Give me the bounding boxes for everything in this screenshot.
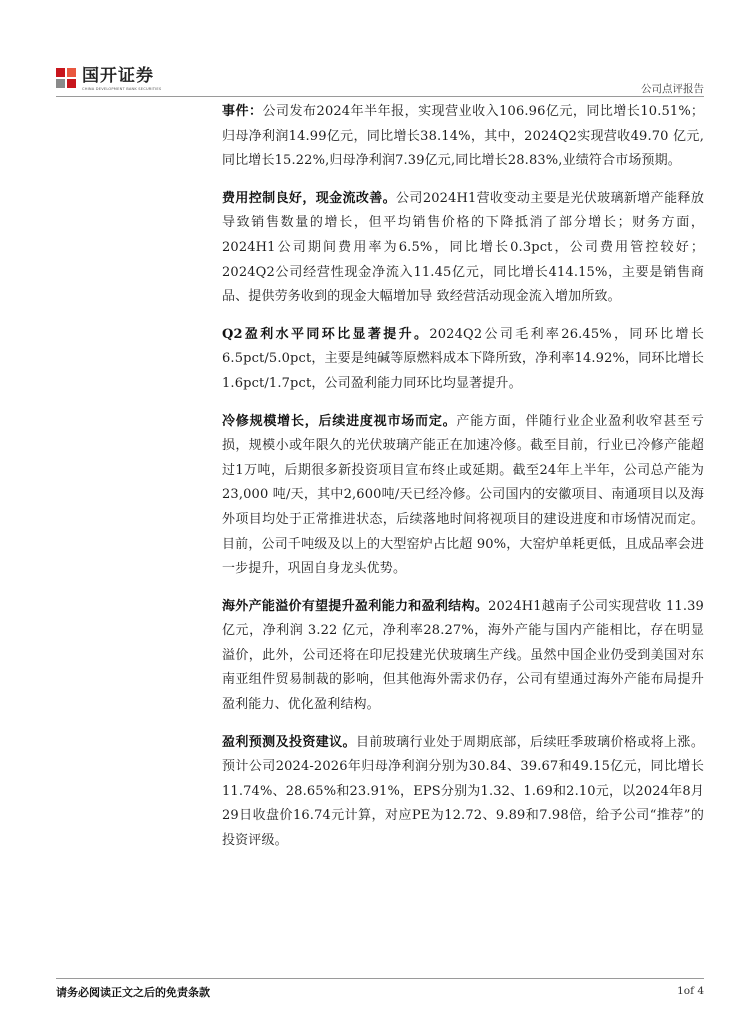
paragraph-text: 目前玻璃行业处于周期底部，后续旺季玻璃价格或将上涨。预计公司2024-2026年归母净利润分别为30.84、39.67和49.15亿元，同比增长11.74%、28.65%和23.91%，EPS分别为1.32、1.69和2.10元，以2024年8月29日收盘价16.74元计算，对应PE为12.72、9.89和7.98倍，给予公司“推荐”的投资评级。	[222, 734, 704, 849]
paragraph-heading: 盈利预测及投资建议。	[222, 734, 356, 750]
paragraph-forecast	[222, 731, 704, 854]
paragraph-text: 2024Q2公司毛利率26.45%，同环比增长6.5pct/5.0pct，主要是纯碱等原燃料成本下降所致，净利率14.92%，同环比增长1.6pct/1.7pct，公司盈利能力同环比均显著提升。	[222, 326, 704, 391]
company-logo	[56, 66, 161, 91]
paragraph-text: 公司2024H1营收变动主要是光伏玻璃新增产能释放导致销售数量的增长，但平均销售价格的下降抵消了部分增长；财务方面，2024H1公司期间费用率为6.5%，同比增长0.3pct，公司费用管控较好；2024Q2公司经营性现金净流入11.45亿元，同比增长414.15%，主要是销售商品、提供劳务收到的现金大幅增加导 致经营活动现金流入增加所致。	[222, 190, 704, 305]
paragraph-cold-repair	[222, 410, 704, 582]
paragraph-text: 产能方面，伴随行业企业盈利收窄甚至亏损，规模小或年限久的光伏玻璃产能正在加速冷修。截至目前，行业已冷修产能超过1万吨，后期很多新投资项目宣布终止或延期。截至24年上半年，公司总产能为23,000 吨/天，其中2,600吨/天已经冷修。公司国内的安徽项目、南通项目以及海外项目均处于正常推进状态，后续落地时间将视项目的建设进度和市场情况而定。目前，公司千吨级及以上的大型窑炉占比超 90%，大窑炉单耗更低，且成品率会进一步提升，巩固自身龙头优势。	[222, 413, 704, 577]
paragraph-text: 2024H1越南子公司实现营收 11.39 亿元，净利润 3.22 亿元，净利率28.27%，海外产能与国内产能相比，存在明显溢价，此外，公司还将在印尼投建光伏玻璃生产线。虽然中国企业仍受到美国对东南亚组件贸易制裁的影响，但其他海外需求仍存，公司有望通过海外产能布局提升盈利能力、优化盈利结构。	[222, 598, 704, 713]
logo-name: 国开证券	[82, 66, 154, 86]
logo-subtitle: CHINA DEVELOPMENT BANK SECURITIES	[82, 87, 162, 91]
paragraph-heading: Q2盈利水平同环比显著提升。	[222, 326, 430, 342]
paragraph-heading: 冷修规模增长，后续进度视市场而定。	[222, 413, 457, 429]
report-body	[222, 100, 704, 867]
paragraph-text: 公司发布2024年半年报，实现营业收入106.96亿元，同比增长10.51%；归母净利润14.99亿元，同比增长38.14%，其中，2024Q2实现营收49.70 亿元,同比增长15.22%,归母净利润7.39亿元,同比增长28.83%,业绩符合市场预期。	[222, 104, 704, 169]
logo-icon	[56, 68, 76, 88]
paragraph-event	[222, 100, 704, 174]
page-header	[56, 66, 704, 96]
disclaimer-notice: 请务必阅读正文之后的免责条款	[56, 986, 210, 999]
footer-divider	[56, 978, 704, 979]
paragraph-overseas-capacity	[222, 595, 704, 718]
paragraph-heading: 费用控制良好，现金流改善。	[222, 190, 397, 206]
paragraph-q2-profitability	[222, 323, 704, 397]
report-type: 公司点评报告	[641, 83, 704, 95]
paragraph-heading: 事件：	[222, 104, 263, 119]
paragraph-heading: 海外产能溢价有望提升盈利能力和盈利结构。	[222, 598, 489, 614]
page-number: 1of 4	[677, 985, 704, 997]
header-divider	[56, 96, 704, 97]
paragraph-cost-control	[222, 187, 704, 310]
